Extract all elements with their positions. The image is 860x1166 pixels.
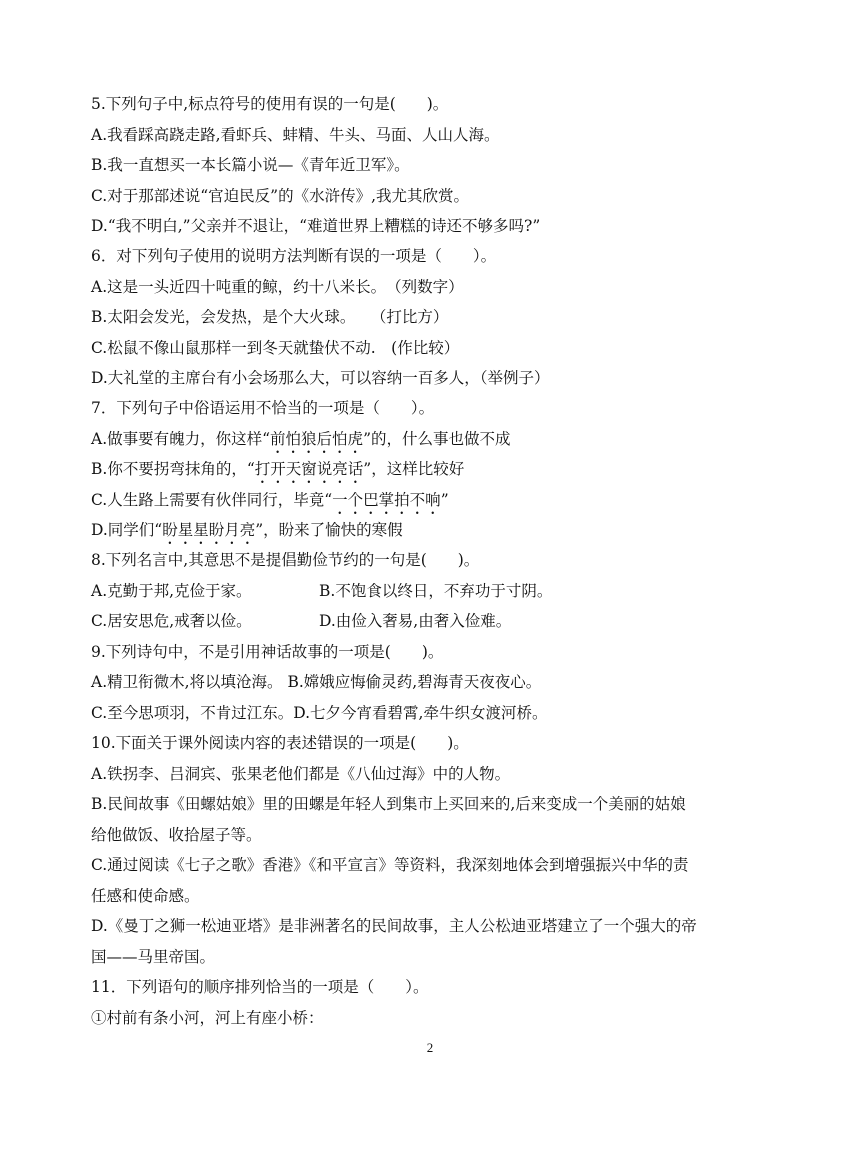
option-text: ”的，什么事也做不成 bbox=[363, 430, 511, 448]
question-10-option-b-continued: 给他做饭、收拾屋子等。 bbox=[91, 826, 262, 844]
question-7-option-d bbox=[91, 520, 791, 548]
emphasized-idiom: 盼星星盼月亮 bbox=[162, 521, 256, 539]
question-6-option-d: D.大礼堂的主席台有小会场那么大，可以容纳一百多人，（举例子） bbox=[91, 369, 550, 387]
question-9-options-ab: A.精卫衔微木,将以填沧海。 B.嫦娥应悔偷灵药,碧海青天夜夜心。 bbox=[91, 673, 542, 691]
question-8-option-c: C.居安思危,戒奢以俭。 bbox=[91, 612, 252, 630]
question-7-option-a bbox=[91, 429, 791, 457]
question-5-option-a: A.我看踩高跷走路,看虾兵、蚌精、牛头、马面、人山人海。 bbox=[91, 126, 500, 144]
question-10-option-d-continued: 国——马里帝国。 bbox=[91, 948, 216, 966]
question-11-sentence-1: ①村前有条小河，河上有座小桥： bbox=[91, 1009, 324, 1027]
option-text: ” bbox=[440, 491, 449, 509]
question-8-options-ab bbox=[91, 581, 791, 601]
question-5-option-b: B.我一直想买一本长篇小说—《青年近卫军》。 bbox=[91, 156, 410, 174]
question-8-option-d: D.由俭入奢易,由奢入俭难。 bbox=[319, 612, 512, 630]
question-8-option-a: A.克勤于邦,克俭于家。 bbox=[91, 582, 252, 600]
question-8-stem: 8.下列名言中,其意思不是提倡勤俭节约的一句是( )。 bbox=[91, 551, 480, 569]
option-text: A.做事要有魄力，你这样“ bbox=[91, 430, 271, 448]
question-10-option-c: C.通过阅读《七子之歌》香港》《和平宣言》等资料，我深刻地体会到增强振兴中华的责 bbox=[91, 856, 689, 874]
option-text: ”，这样比较好 bbox=[363, 460, 465, 478]
question-5-option-c: C.对于那部述说“官迫民反”的《水浒传》,我尤其欣赏。 bbox=[91, 187, 470, 205]
option-text: B.你不要拐弯抹角的，“ bbox=[91, 460, 255, 478]
question-6-option-a: A.这是一头近四十吨重的鲸，约十八米长。 （列数字） bbox=[91, 278, 464, 296]
option-text: ”，盼来了愉快的寒假 bbox=[255, 521, 403, 539]
question-5-stem: 5.下列句子中,标点符号的使用有误的一句是( )。 bbox=[91, 95, 449, 113]
question-10-option-a: A.铁拐李、吕洞宾、张果老他们都是《八仙过海》中的人物。 bbox=[91, 765, 511, 783]
question-7-stem: 7．下列句子中俗语运用不恰当的一项是（ ）。 bbox=[91, 399, 435, 417]
question-6-stem: 6．对下列句子使用的说明方法判断有误的一项是（ ）。 bbox=[91, 247, 497, 265]
question-10-option-c-continued: 任感和使命感。 bbox=[91, 887, 200, 905]
question-8-option-b: B.不饱食以终日，不弃功于寸阴。 bbox=[319, 582, 553, 600]
question-9-options-cd: C.至今思项羽，不肯过江东。D.七夕今宵看碧霄,牵牛织女渡河桥。 bbox=[91, 704, 548, 722]
page-number: 2 bbox=[426, 1040, 434, 1055]
question-11-stem: 11．下列语句的顺序排列恰当的一项是（ ）。 bbox=[91, 978, 429, 996]
option-text: D.同学们“ bbox=[91, 521, 163, 539]
question-9-stem: 9.下列诗句中，不是引用神话故事的一项是( )。 bbox=[91, 643, 444, 661]
question-10-stem: 10.下面关于课外阅读内容的表述错误的一项是( )。 bbox=[91, 734, 469, 752]
emphasized-idiom: 打开天窗说亮话 bbox=[254, 460, 364, 478]
question-7-option-c bbox=[91, 490, 791, 518]
question-10-option-d: D.《曼丁之狮一松迪亚塔》是非洲著名的民间故事，主人公松迪亚塔建立了一个强大的帝 bbox=[91, 917, 697, 935]
emphasized-idiom: 一个巴掌拍不响 bbox=[332, 491, 441, 509]
option-text: C.人生路上需要有伙伴同行，毕竟“ bbox=[91, 491, 333, 509]
question-6-option-b: B.太阳会发光，会发热，是个大火球。 （打比方） bbox=[91, 308, 449, 326]
question-5-option-d: D.“我不明白,”父亲并不退让，“难道世界上糟糕的诗还不够多吗?” bbox=[91, 217, 541, 235]
question-6-option-c: C.松鼠不像山鼠那样一到冬天就蛰伏不动. (作比较） bbox=[91, 339, 460, 357]
emphasized-idiom: 前怕狼后怕虎 bbox=[270, 430, 364, 448]
question-10-option-b: B.民间故事《田螺姑娘》里的田螺是年轻人到集市上买回来的,后来变成一个美丽的姑娘 bbox=[91, 795, 686, 813]
question-8-options-cd bbox=[91, 611, 791, 631]
question-7-option-b bbox=[91, 459, 791, 487]
